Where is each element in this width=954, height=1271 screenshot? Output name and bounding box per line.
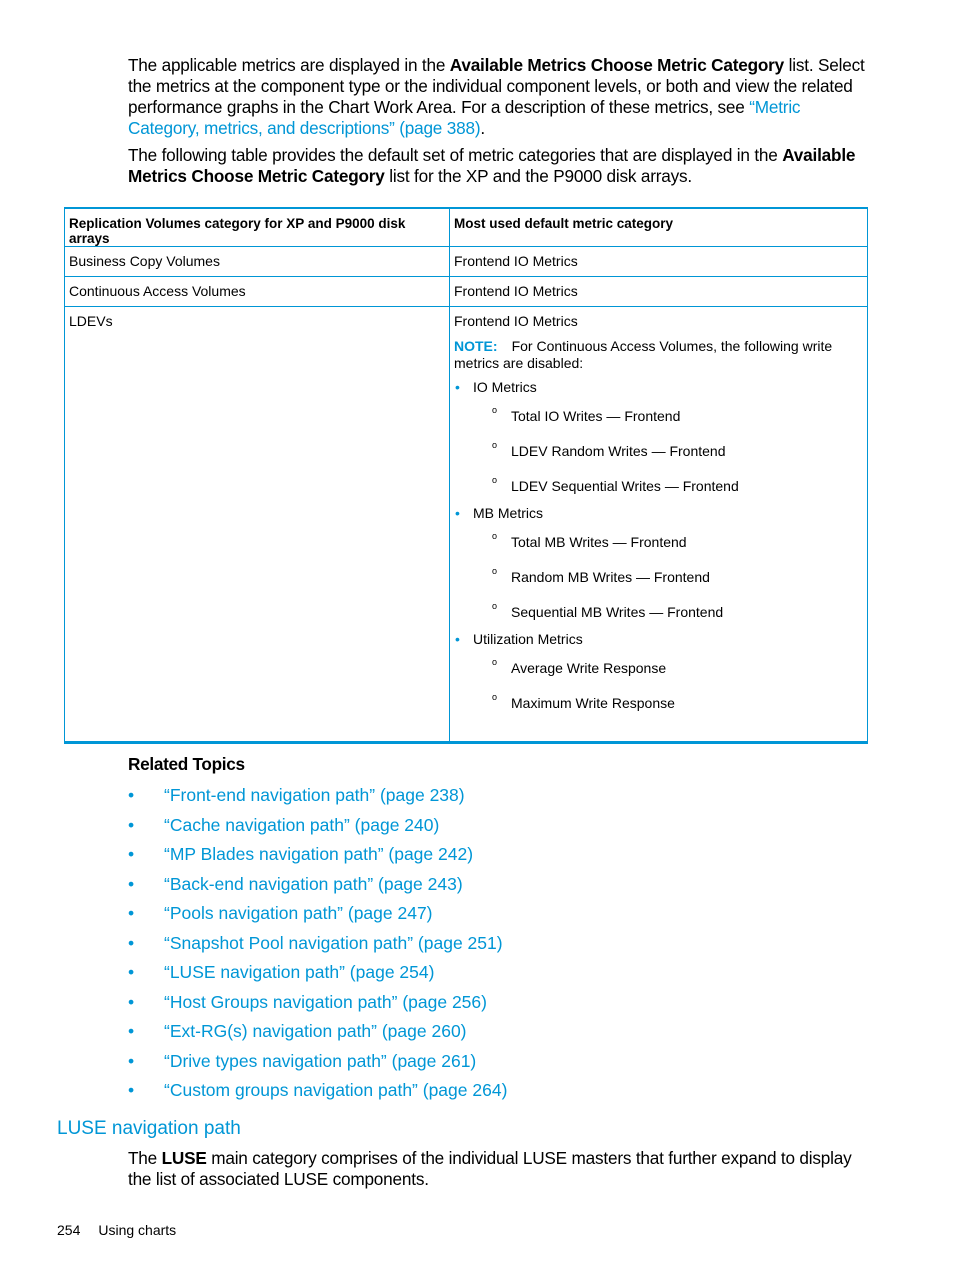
page-footer	[57, 1222, 194, 1238]
intro-text: list for the XP and the P9000 disk arrays.	[384, 166, 692, 186]
metric-group-name: IO Metrics	[473, 379, 537, 395]
metric-group	[454, 505, 863, 632]
metric-group-list	[454, 379, 863, 723]
metric-group-name: Utilization Metrics	[473, 631, 583, 647]
note	[454, 338, 863, 372]
related-topic-link[interactable]: “Pools navigation path” (page 247)	[164, 903, 433, 923]
metric-list	[473, 653, 863, 723]
metric-category-table	[64, 207, 868, 744]
related-topics-heading: Related Topics	[128, 754, 245, 774]
page-number: 254	[57, 1222, 81, 1238]
related-topic-link[interactable]: “Cache navigation path” (page 240)	[164, 814, 440, 835]
note-label: NOTE:	[454, 338, 498, 354]
related-topic-item	[128, 933, 507, 963]
metric-item: o Average Write Response	[473, 653, 863, 688]
intro-text: .	[480, 118, 485, 138]
related-topic-item	[128, 992, 507, 1022]
related-topic-link[interactable]: “Drive types navigation path” (page 261)	[164, 1050, 477, 1071]
related-topic-link[interactable]: “Custom groups navigation path” (page 264)	[164, 1080, 508, 1100]
table-header: Most used default metric category	[450, 208, 868, 247]
table-row	[65, 307, 868, 743]
metric-item: o Maximum Write Response	[473, 688, 863, 723]
metric-category-link[interactable]: “Metric Category, metrics, and descriptions” (page 388)	[128, 97, 801, 138]
related-topic-item	[128, 815, 507, 845]
related-topic-item	[128, 785, 507, 815]
related-topics-list	[128, 785, 507, 1110]
note-text: For Continuous Access Volumes, the following write metrics are disabled:	[454, 338, 833, 371]
table-cell: LDEVs	[65, 307, 450, 743]
related-topic-item	[128, 1080, 507, 1110]
table-cell-details	[450, 307, 868, 743]
metric-group	[454, 379, 863, 506]
table-row	[65, 247, 868, 277]
metric-item: o LDEV Sequential Writes — Frontend	[473, 471, 863, 506]
related-topic-link[interactable]: “LUSE navigation path” (page 254)	[164, 962, 435, 982]
table-cell-text: Frontend IO Metrics	[454, 313, 578, 329]
metric-item: o LDEV Random Writes — Frontend	[473, 436, 863, 471]
metric-item: o Sequential MB Writes — Frontend	[473, 597, 863, 632]
intro-text: list. Select the metrics at the component type or the individual component levels, or both and view the related performance graphs in the Chart Work Area. For a description of these metrics, see	[128, 55, 865, 117]
footer-chapter: Using charts	[98, 1222, 177, 1238]
table-cell: Frontend IO Metrics	[450, 247, 868, 277]
related-topic-link[interactable]: “Back-end navigation path” (page 243)	[164, 873, 463, 894]
related-topic-item	[128, 1021, 507, 1051]
table-header: Replication Volumes category for XP and P9000 disk arrays	[65, 208, 450, 247]
related-topic-item	[128, 962, 507, 992]
section-paragraph	[128, 1148, 873, 1190]
metric-list	[473, 527, 863, 632]
metric-group	[454, 631, 863, 723]
table-cell: Business Copy Volumes	[65, 247, 450, 277]
metric-group-name: MB Metrics	[473, 505, 543, 521]
related-topic-link[interactable]: “Ext-RG(s) navigation path” (page 260)	[164, 1021, 467, 1041]
table-cell: Continuous Access Volumes	[65, 277, 450, 307]
intro-text: The following table provides the default set of metric categories that are displayed in the	[128, 145, 783, 165]
intro-paragraph-1	[128, 55, 873, 139]
related-topic-item	[128, 844, 507, 874]
section-text: The	[128, 1148, 162, 1168]
bold-term: Available Metrics Choose Metric Category	[449, 55, 785, 75]
metric-item: o Total IO Writes — Frontend	[473, 401, 863, 436]
intro-paragraph-2	[128, 145, 873, 187]
table-row	[65, 277, 868, 307]
related-topic-link[interactable]: “Snapshot Pool navigation path” (page 251)	[164, 932, 503, 953]
metric-item: o Random MB Writes — Frontend	[473, 562, 863, 597]
intro-text: The applicable metrics are displayed in the	[128, 55, 450, 75]
related-topic-item	[128, 874, 507, 904]
related-topic-link[interactable]: “Host Groups navigation path” (page 256)	[164, 991, 487, 1012]
section-heading: LUSE navigation path	[57, 1118, 241, 1139]
table-header-row	[65, 208, 868, 247]
related-topic-link[interactable]: “Front-end navigation path” (page 238)	[164, 785, 465, 805]
bold-term: Available Metrics Choose Metric Category	[128, 145, 856, 186]
metric-item: o Total MB Writes — Frontend	[473, 527, 863, 562]
related-topic-item	[128, 903, 507, 933]
related-topic-link[interactable]: “MP Blades navigation path” (page 242)	[164, 844, 474, 864]
bold-term: LUSE	[161, 1148, 207, 1168]
metric-list	[473, 401, 863, 506]
section-text: main category comprises of the individual LUSE masters that further expand to display the list of associated LUSE components.	[128, 1148, 852, 1189]
related-topic-item	[128, 1051, 507, 1081]
table-cell: Frontend IO Metrics	[450, 277, 868, 307]
